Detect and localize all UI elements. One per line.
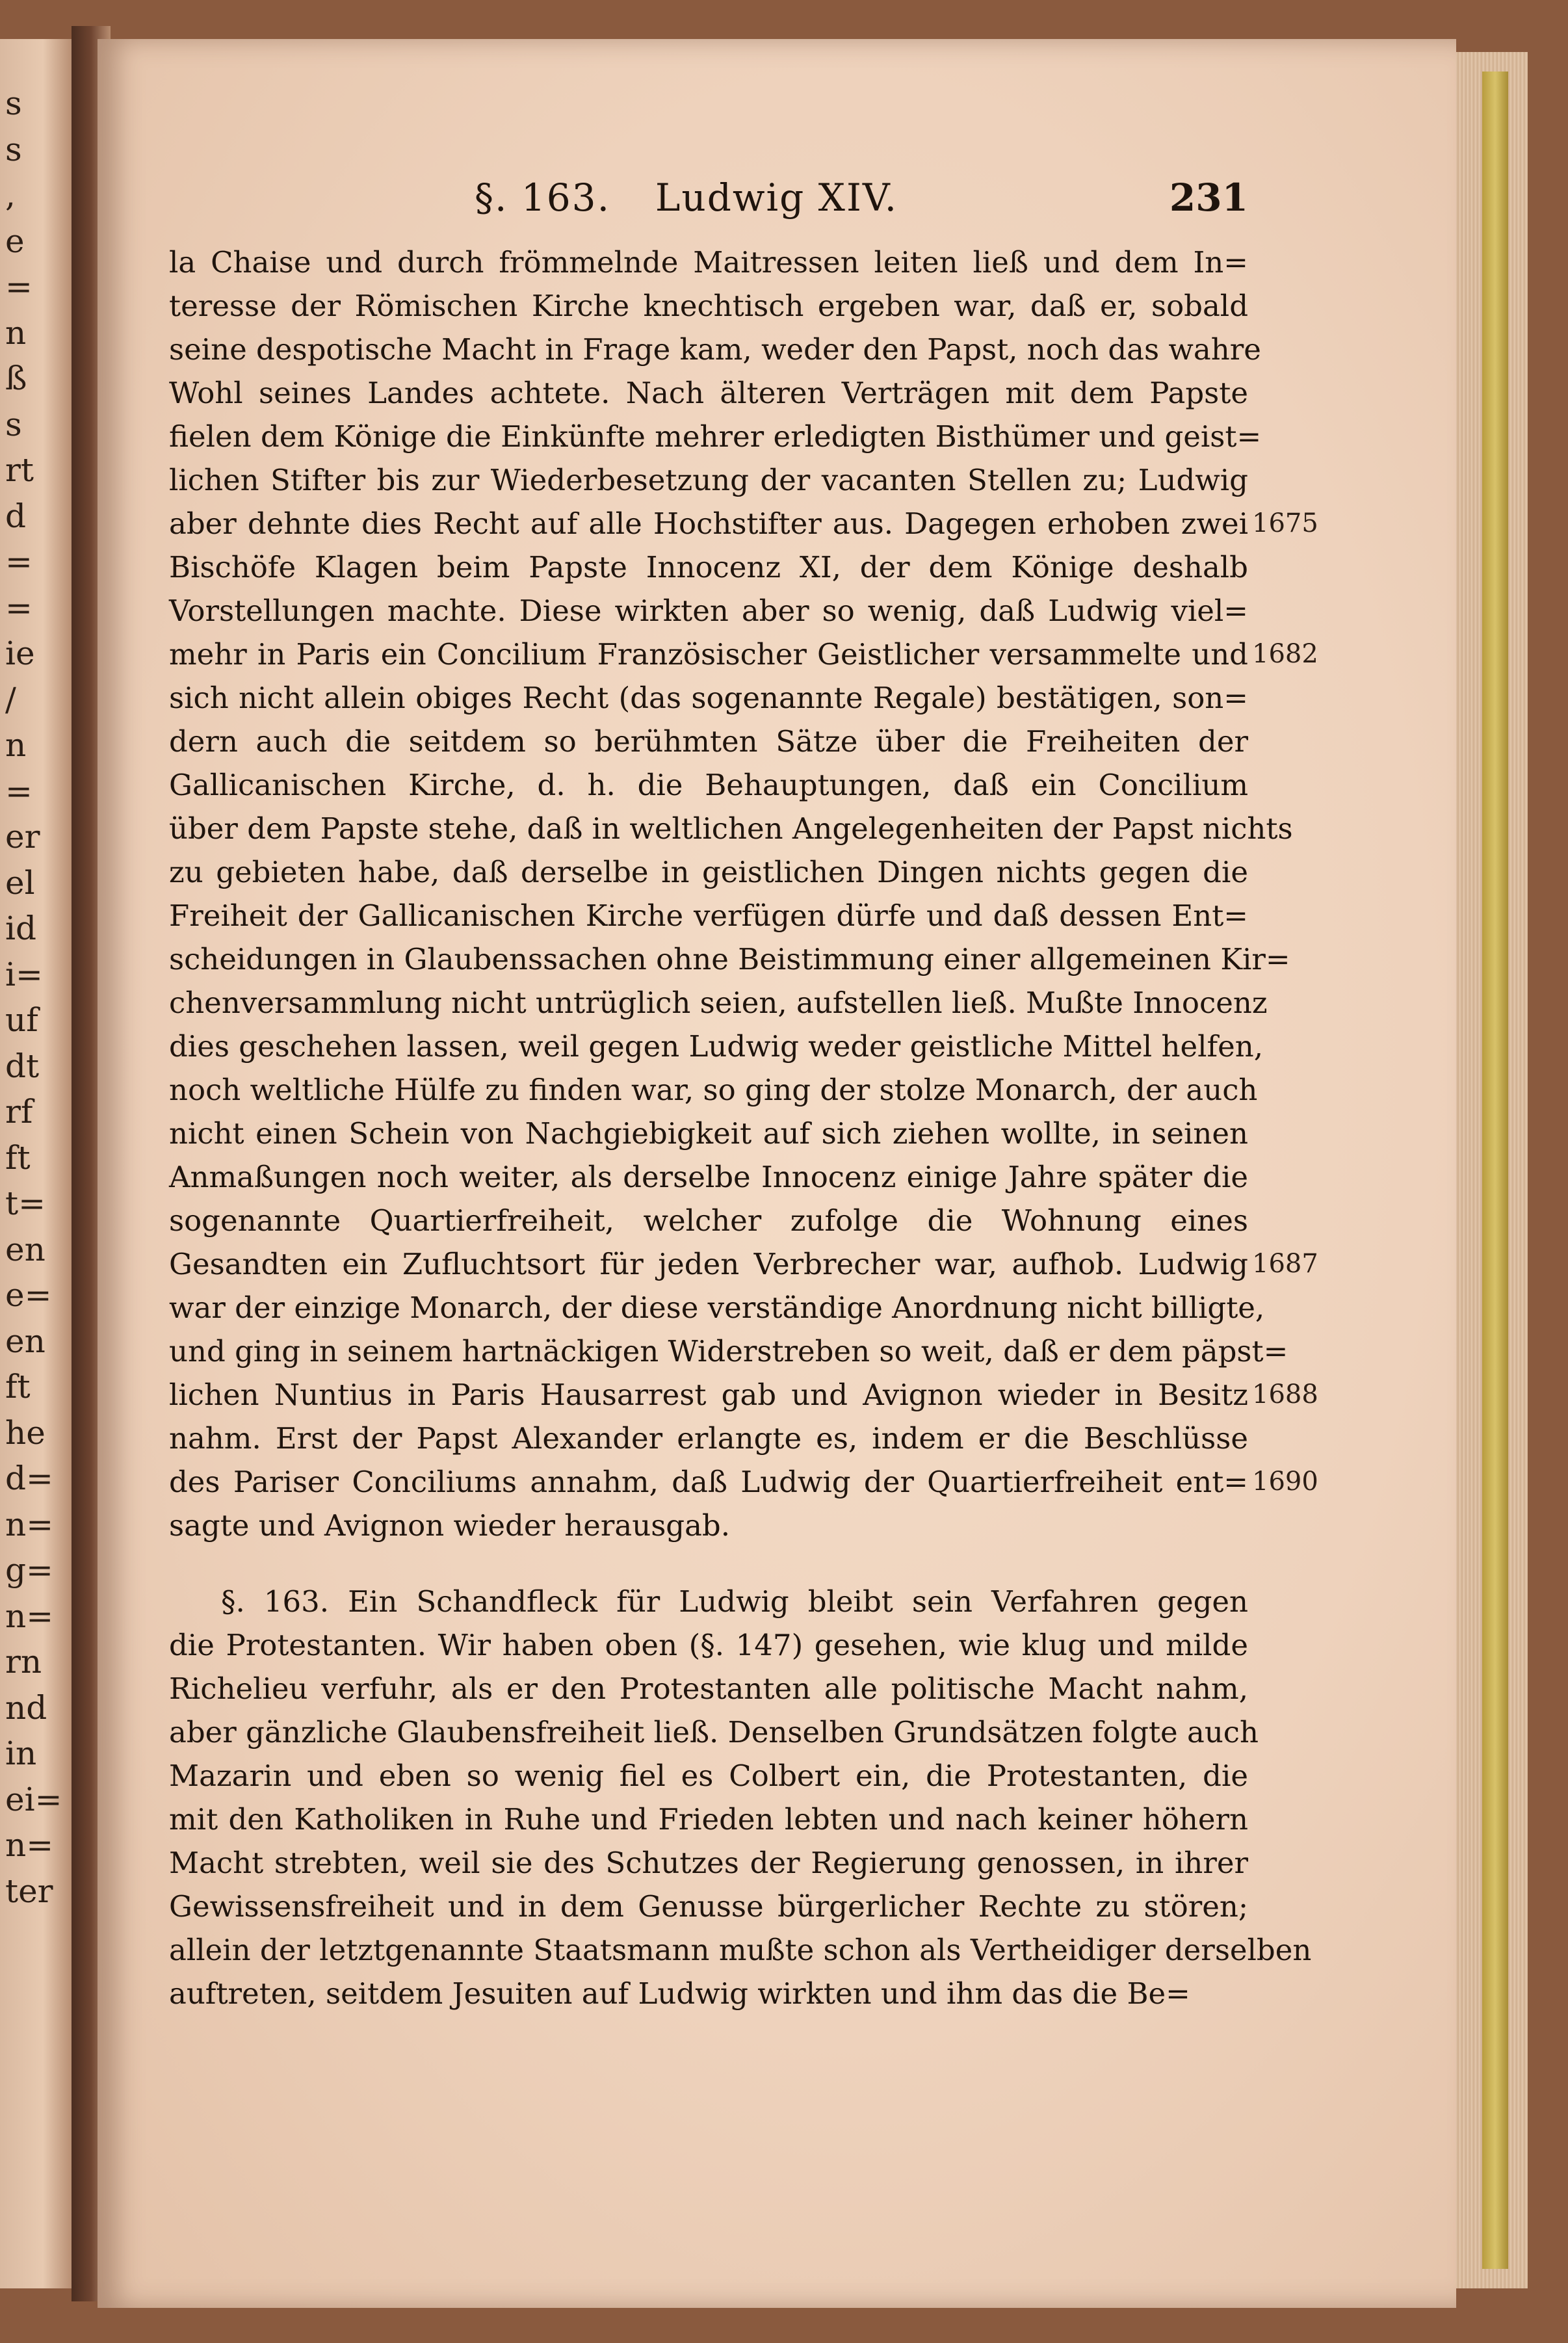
margin-year: 1682 [1252,639,1318,669]
text-line: Richelieu verfuhr, als er den Protestanten alle politische Macht nahm, [169,1671,1248,1706]
text-line: Anmaßungen noch weiter, als derselbe Innocenz einige Jahre später die [169,1160,1248,1194]
left-page-fragment: ft [5,1368,31,1406]
text-line: zu gebieten habe, daß derselbe in geistlichen Dingen nichts gegen die [169,855,1248,889]
left-page-fragment: = [5,772,33,810]
text-line: Vorstellungen machte. Diese wirkten aber so wenig, daß Ludwig viel= [169,594,1248,628]
text-line: lichen Stifter bis zur Wiederbesetzung der vacanten Stellen zu; Ludwig [169,463,1248,497]
text-line: des Pariser Conciliums annahm, daß Ludwig der Quartierfreiheit ent= [169,1465,1248,1499]
left-page-fragment: e= [5,1276,52,1314]
left-page-fragment: ft [5,1138,31,1177]
text-line: §. 163. Ein Schandfleck für Ludwig bleibt sein Verfahren gegen [221,1584,1248,1619]
left-page-fragment: s [5,85,22,122]
text-line: allein der letztgenannte Staatsmann mußte schon als Vertheidiger derselben [169,1933,1312,1967]
left-page-fragment: n= [5,1826,54,1864]
left-page-fragment: rf [5,1093,33,1131]
text-line: sich nicht allein obiges Recht (das sogenannte Regale) bestätigen, son= [169,681,1248,715]
left-page-fragment: g= [5,1551,53,1589]
left-page-fragment: en [5,1322,46,1360]
left-page-fragment: ei= [5,1780,62,1818]
left-page-fragment: ter [5,1872,53,1910]
margin-year: 1690 [1252,1467,1318,1497]
text-line: Bischöfe Klagen beim Papste Innocenz XI, der dem Könige deshalb [169,550,1248,584]
left-page-fragment: = [5,588,33,627]
text-line: über dem Papste stehe, daß in weltlichen Angelegenheiten der Papst nichts [169,811,1293,846]
left-page-fragment: d= [5,1459,53,1497]
left-page-fragment: rt [5,451,34,489]
text-line: Gewissensfreiheit und in dem Genusse bürgerlicher Rechte zu stören; [169,1889,1248,1924]
text-line: mehr in Paris ein Concilium Französischer Geistlicher versammelte und [169,637,1248,672]
text-line: war der einzige Monarch, der diese verständige Anordnung nicht billigte, [169,1290,1265,1325]
left-page-fragment: n= [5,1597,54,1635]
text-line: scheidungen in Glaubenssachen ohne Beistimmung einer allgemeinen Kir= [169,942,1290,976]
text-line: nahm. Erst der Papst Alexander erlangte es, indem er die Beschlüsse [169,1421,1248,1456]
text-line: sagte und Avignon wieder herausgab. [169,1508,731,1543]
text-line: Gesandten ein Zufluchtsort für jeden Verbrecher war, aufhob. Ludwig [169,1247,1248,1281]
left-page-fragment: ß [5,360,27,397]
text-line: Freiheit der Gallicanischen Kirche verfügen dürfe und daß dessen Ent= [169,898,1248,933]
margin-year: 1688 [1252,1380,1318,1409]
text-line: die Protestanten. Wir haben oben (§. 147) gesehen, wie klug und milde [169,1628,1248,1662]
gilt-edge [1482,72,1508,2269]
text-line: chenversammlung nicht untrüglich seien, aufstellen ließ. Mußte Innocenz [169,986,1268,1020]
left-page-fragment: e [5,222,25,260]
page-number: 231 [1169,176,1248,220]
left-page-fragment: s [5,130,22,168]
left-page-fragment: d [5,497,27,535]
text-line: mit den Katholiken in Ruhe und Frieden lebten und nach keiner höhern [169,1802,1248,1837]
left-page-fragment: , [5,176,16,214]
text-line: Gallicanischen Kirche, d. h. die Behauptungen, daß ein Concilium [169,768,1248,802]
left-page-fragment: = [5,543,33,581]
text-line: teresse der Römischen Kirche knechtisch ergeben war, daß er, sobald [169,289,1248,323]
text-line: fielen dem Könige die Einkünfte mehrer erledigten Bisthümer und geist= [169,419,1262,454]
left-page-fragment: t= [5,1185,46,1222]
left-page-fragment: uf [5,1001,38,1039]
left-page-fragment: n= [5,1505,54,1543]
left-page-fragment: n [5,313,27,352]
running-head-title [475,176,898,220]
left-page-fragment: dt [5,1047,40,1085]
running-head [169,169,1248,241]
left-page-fragment: s [5,405,22,443]
left-page-fragment: / [5,680,16,718]
left-page-fragment: he [5,1413,46,1452]
text-line: aber gänzliche Glaubensfreiheit ließ. Denselben Grundsätzen folgte auch [169,1715,1259,1749]
left-page-fragment: i= [5,955,43,993]
text-line: lichen Nuntius in Paris Hausarrest gab und Avignon wieder in Besitz [169,1378,1248,1412]
left-page-fragment: n [5,726,27,764]
paragraph-2 [169,1580,1312,2015]
text-line: auftreten, seitdem Jesuiten auf Ludwig wirkten und ihm das die Be= [169,1976,1190,2011]
text-line: und ging in seinem hartnäckigen Widerstreben so weit, daß er dem päpst= [169,1334,1288,1368]
text-line: Wohl seines Landes achtete. Nach älteren Verträgen mit dem Papste [169,376,1248,410]
left-page-fragment: id [5,910,36,947]
left-page-fragment: = [5,268,33,306]
text-line: seine despotische Macht in Frage kam, weder den Papst, noch das wahre [169,332,1261,367]
text-line: Macht strebten, weil sie des Schutzes der Regierung genossen, in ihrer [169,1846,1248,1880]
text-line: nicht einen Schein von Nachgiebigkeit auf sich ziehen wollte, in seinen [169,1116,1248,1151]
chapter-title: Ludwig XIV. [655,176,898,220]
page-content [169,169,1318,2015]
left-page-fragment: er [5,818,40,856]
left-page-fragment: ie [5,635,35,672]
left-page-fragment: el [5,863,35,902]
text-line: Mazarin und eben so wenig fiel es Colbert ein, die Protestanten, die [169,1759,1248,1793]
text-line: noch weltliche Hülfe zu finden war, so ging der stolze Monarch, der auch [169,1073,1258,1107]
previous-page-edge [0,39,72,2288]
left-page-fragment: nd [5,1688,47,1727]
left-page-fragment: rn [5,1643,42,1681]
left-page-fragment: en [5,1230,46,1268]
text-line: la Chaise und durch frömmelnde Maitressen leiten ließ und dem In= [169,245,1248,280]
paragraph-1 [169,241,1318,1547]
margin-year: 1675 [1252,508,1318,538]
text-line: dern auch die seitdem so berühmten Sätze über die Freiheiten der [169,724,1248,759]
left-page-fragment: in [5,1734,37,1772]
text-line: sogenannte Quartierfreiheit, welcher zufolge die Wohnung eines [169,1203,1248,1238]
text-line: dies geschehen lassen, weil gegen Ludwig weder geistliche Mittel helfen, [169,1029,1264,1064]
text-line: aber dehnte dies Recht auf alle Hochstifter aus. Dagegen erhoben zwei [169,506,1248,541]
section-ref: §. 163. [475,176,611,220]
margin-year: 1687 [1252,1249,1318,1279]
